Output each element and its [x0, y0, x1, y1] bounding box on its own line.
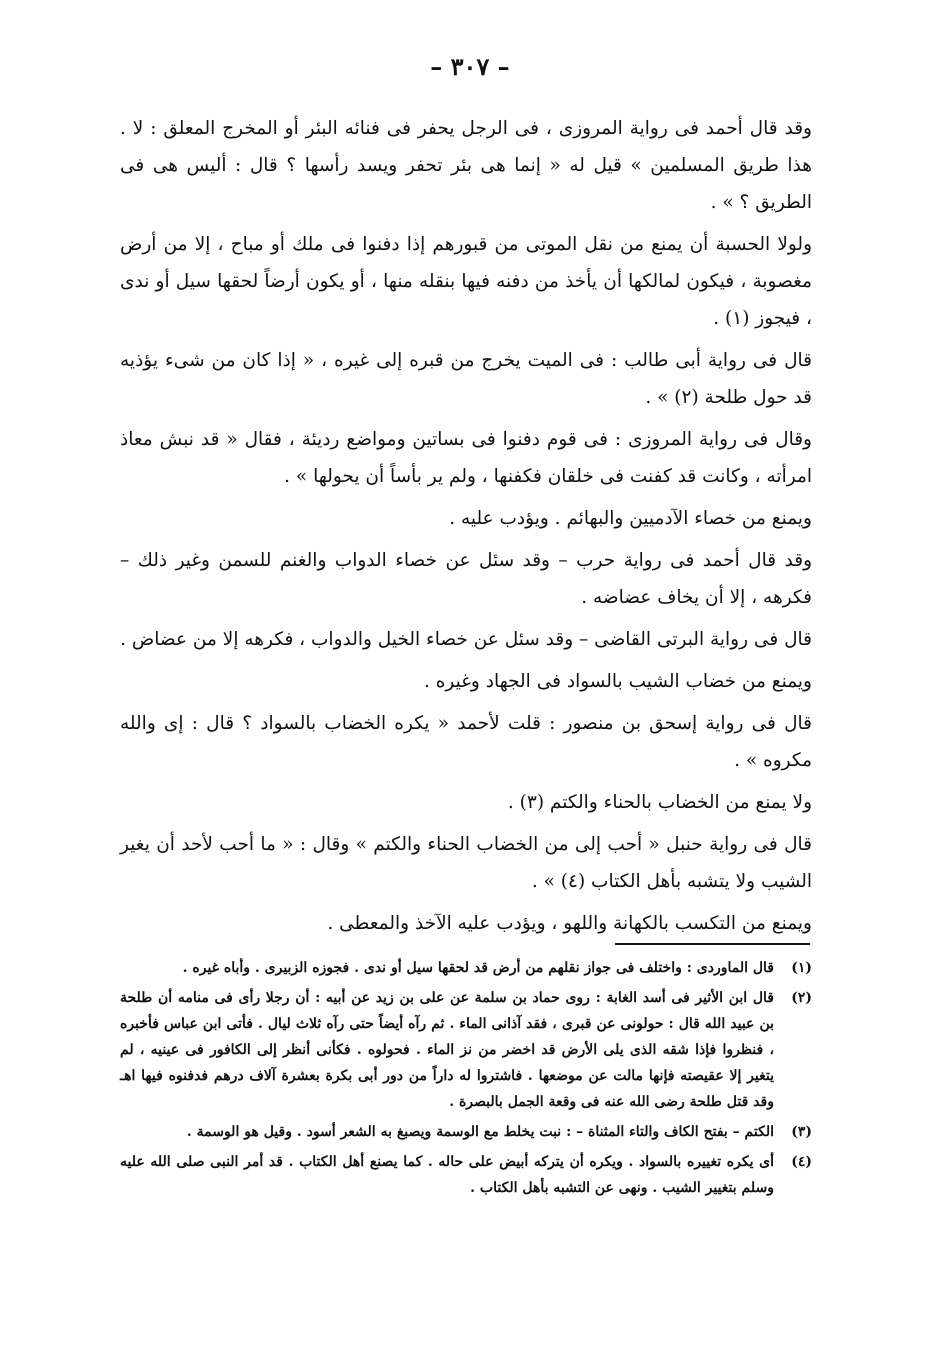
paragraph: ولا يمنع من الخضاب بالحناء والكتم (٣) . — [507, 792, 812, 813]
paragraph: قال فى رواية حنبل « أحب إلى من الخضاب الحناء والكتم » وقال : « ما أحب لأحد أن يغير الشيب ولا يتشبه بأهل الكتاب (٤) » . — [120, 834, 812, 892]
footnote-number: (٤) — [791, 1154, 812, 1170]
paragraph: قال فى رواية أبى طالب : فى الميت يخرج من قبره إلى غيره ، « إذا كان من شىء يؤذيه قد حول طلحة (٢) » . — [120, 350, 812, 408]
footnote-number: (١) — [791, 960, 812, 976]
paragraph: قال فى رواية إسحق بن منصور : قلت لأحمد « يكره الخضاب بالسواد ؟ قال : إى والله مكروه » . — [120, 713, 812, 771]
footnote-text: الكتم – بفتح الكاف والتاء المثناة – : نبت يخلط مع الوسمة ويصبغ به الشعر أسود . وقيل هو الوسمة . — [186, 1124, 774, 1140]
page-number: – ٣٠٧ – — [430, 52, 510, 81]
body-text — [120, 110, 812, 947]
paragraph: وقال فى رواية المروزى : فى قوم دفنوا فى بساتين ومواضع رديئة ، فقال « قد نبش معاذ امرأته ، وكانت قد كفنت فى خلقان فكفنها ، ولم ير بأساً أن يحولها » . — [120, 429, 812, 487]
footnotes — [120, 955, 812, 1205]
footnote — [120, 1119, 812, 1145]
footnote — [120, 955, 812, 981]
footnote — [120, 1149, 812, 1201]
footnote-text: قال ابن الأثير فى أسد الغابة : روى حماد بن سلمة عن على بن زيد عن أبيه : أن رجلا رأى فى منامه أن طلحة بن عبيد الله قال : حولونى عن قبرى ، فقد آذانى الماء . ثم رآه أيضاً حتى رآه ثلاث ليال . فأتى ابن عباس فأخبره ، فنظروا فإذا شقه الذى يلى الأرض قد اخضر من نز الماء . فحولوه . فكأنى أنظر إلى الكافور فى عينيه ، لم يتغير إلا عقيصته فإنها مالت عن موضعها . فاشتروا له داراً من دور أبى بكرة بعشرة آلاف درهم فدفنوه فيها اهـ وقد قتل طلحة رضى الله عنه فى وقعة الجمل بالبصرة . — [120, 990, 774, 1110]
footnote-divider — [615, 943, 810, 945]
paragraph: قال فى رواية البرتى القاضى – وقد سئل عن خصاء الخيل والدواب ، فكرهه إلا من عضاض . — [120, 629, 812, 650]
paragraph: ويمنع من التكسب بالكهانة واللهو ، ويؤدب عليه الآخذ والمعطى . — [327, 913, 812, 934]
paragraph: ويمنع من خضاب الشيب بالسواد فى الجهاد وغيره . — [423, 671, 812, 692]
footnote-text: قال الماوردى : واختلف فى جواز نقلهم من أرض قد لحقها سيل أو ندى . فجوزه الزبيرى . وأباه غيره . — [182, 960, 774, 976]
footnote-number: (٢) — [791, 990, 812, 1006]
footnote-text: أى يكره تغييره بالسواد . ويكره أن يتركه أبيض على حاله . كما يصنع أهل الكتاب . قد أمر النبى صلى الله عليه وسلم بتغيير الشيب . ونهى عن التشبه بأهل الكتاب . — [120, 1154, 774, 1196]
footnote — [120, 985, 812, 1115]
paragraph: وقد قال أحمد فى رواية المروزى ، فى الرجل يحفر فى فنائه البئر أو المخرج المعلق : لا . هذا طريق المسلمين » قيل له « إنما هى بئر تحفر ويسد رأسها ؟ قال : أليس هى فى الطريق ؟ » . — [120, 118, 812, 213]
paragraph: ولولا الحسبة أن يمنع من نقل الموتى من قبورهم إذا دفنوا فى ملك أو مباح ، إلا من أرض مغصوبة ، فيكون لمالكها أن يأخذ من دفنه فيها بنقله منها ، أو يكون أرضاً لحقها سيل أو ندى ، فيجوز (١) . — [120, 234, 812, 329]
footnote-number: (٣) — [791, 1124, 812, 1140]
paragraph: ويمنع من خصاء الآدميين والبهائم . ويؤدب عليه . — [449, 508, 812, 529]
paragraph: وقد قال أحمد فى رواية حرب – وقد سئل عن خصاء الدواب والغنم للسمن وغير ذلك – فكرهه ، إلا أن يخاف عضاضه . — [120, 550, 812, 608]
